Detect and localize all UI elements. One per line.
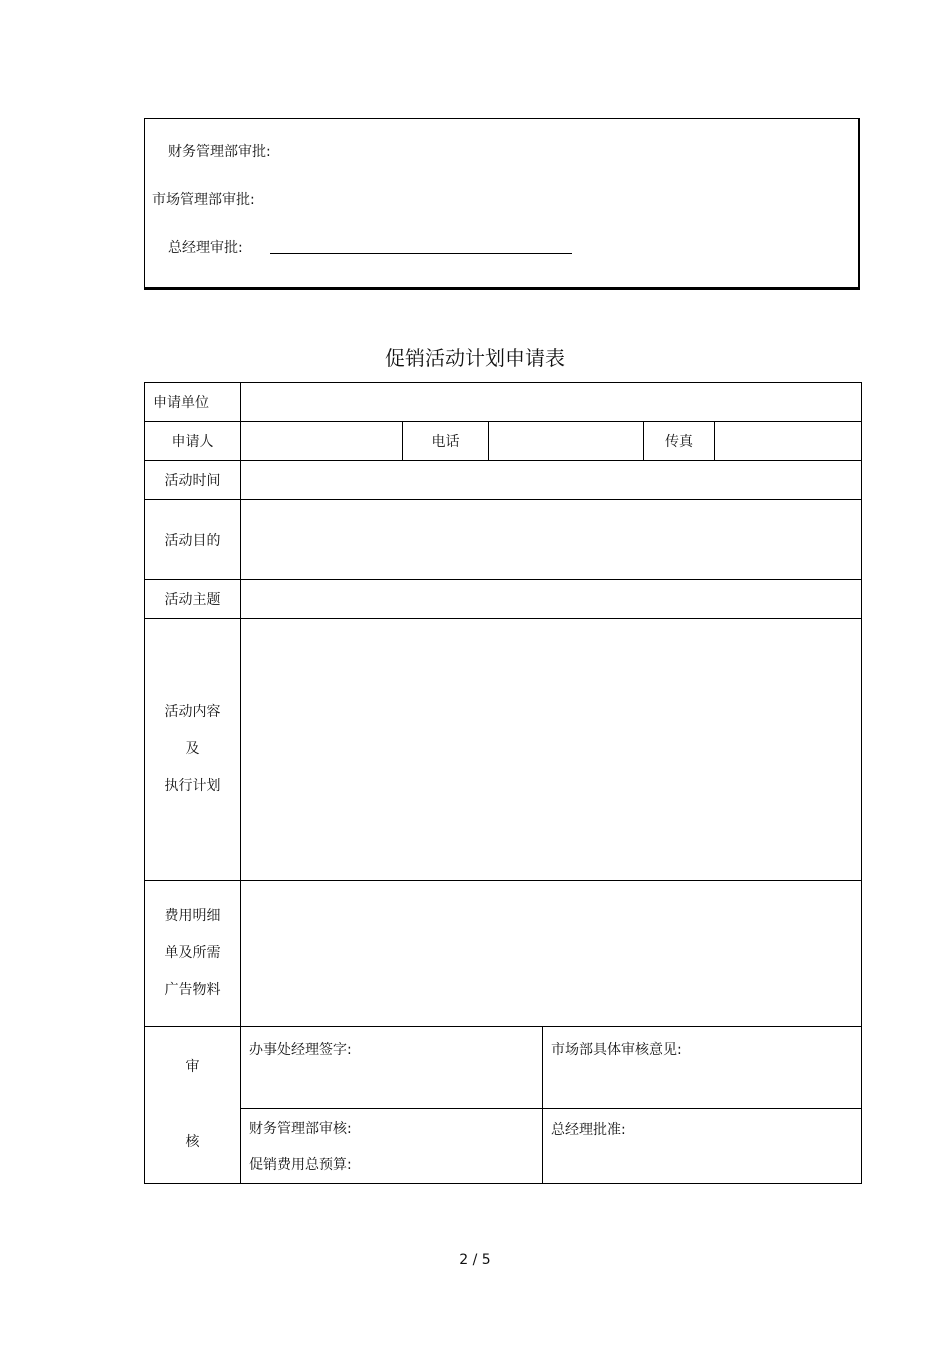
applicant-unit-label: 申请单位	[145, 383, 241, 422]
finance-review-label: 财务管理部审核:	[249, 1121, 352, 1137]
phone-field[interactable]	[489, 422, 644, 461]
applicant-field[interactable]	[241, 422, 403, 461]
promo-budget-label: 促销费用总预算:	[249, 1157, 352, 1173]
activity-time-field[interactable]	[241, 461, 862, 500]
review-char-2: 核	[185, 1134, 200, 1150]
expense-detail-field[interactable]	[241, 881, 862, 1027]
applicant-unit-field[interactable]	[241, 383, 862, 422]
activity-content-field[interactable]	[241, 619, 862, 881]
expense-detail-line1: 费用明细	[164, 908, 221, 924]
market-dept-opinion-cell[interactable]	[543, 1027, 862, 1109]
fax-field[interactable]	[715, 422, 862, 461]
gm-approval-label: 总经理审批:	[168, 240, 243, 256]
phone-label: 电话	[403, 422, 489, 461]
review-label	[145, 1027, 241, 1184]
finance-review-cell[interactable]	[241, 1109, 543, 1184]
activity-content-line2: 及	[185, 741, 200, 757]
office-manager-sign-label: 办事处经理签字:	[249, 1042, 352, 1058]
activity-content-line1: 活动内容	[164, 704, 221, 720]
activity-content-line3: 执行计划	[164, 778, 221, 794]
gm-approve-label: 总经理批准:	[551, 1122, 626, 1138]
activity-purpose-field[interactable]	[241, 500, 862, 580]
activity-time-label: 活动时间	[145, 461, 241, 500]
review-char-1: 审	[185, 1059, 200, 1075]
activity-content-label	[145, 619, 241, 881]
expense-detail-line2: 单及所需	[164, 945, 221, 961]
form-title: 促销活动计划申请表	[385, 346, 565, 370]
finance-approval-label: 财务管理部审批:	[168, 144, 271, 160]
gm-signature-line[interactable]	[270, 253, 572, 254]
activity-theme-field[interactable]	[241, 580, 862, 619]
office-manager-sign-cell[interactable]	[241, 1027, 543, 1109]
activity-theme-label: 活动主题	[145, 580, 241, 619]
page-number: 2 / 5	[459, 1252, 491, 1268]
expense-detail-line3: 广告物料	[164, 982, 221, 998]
market-approval-label: 市场管理部审批:	[152, 192, 255, 208]
applicant-label: 申请人	[145, 422, 241, 461]
gm-approve-cell[interactable]	[543, 1109, 862, 1184]
promotion-application-form	[144, 382, 862, 1184]
expense-detail-label	[145, 881, 241, 1027]
market-dept-opinion-label: 市场部具体审核意见:	[551, 1042, 682, 1058]
fax-label: 传真	[644, 422, 715, 461]
activity-purpose-label: 活动目的	[145, 500, 241, 580]
